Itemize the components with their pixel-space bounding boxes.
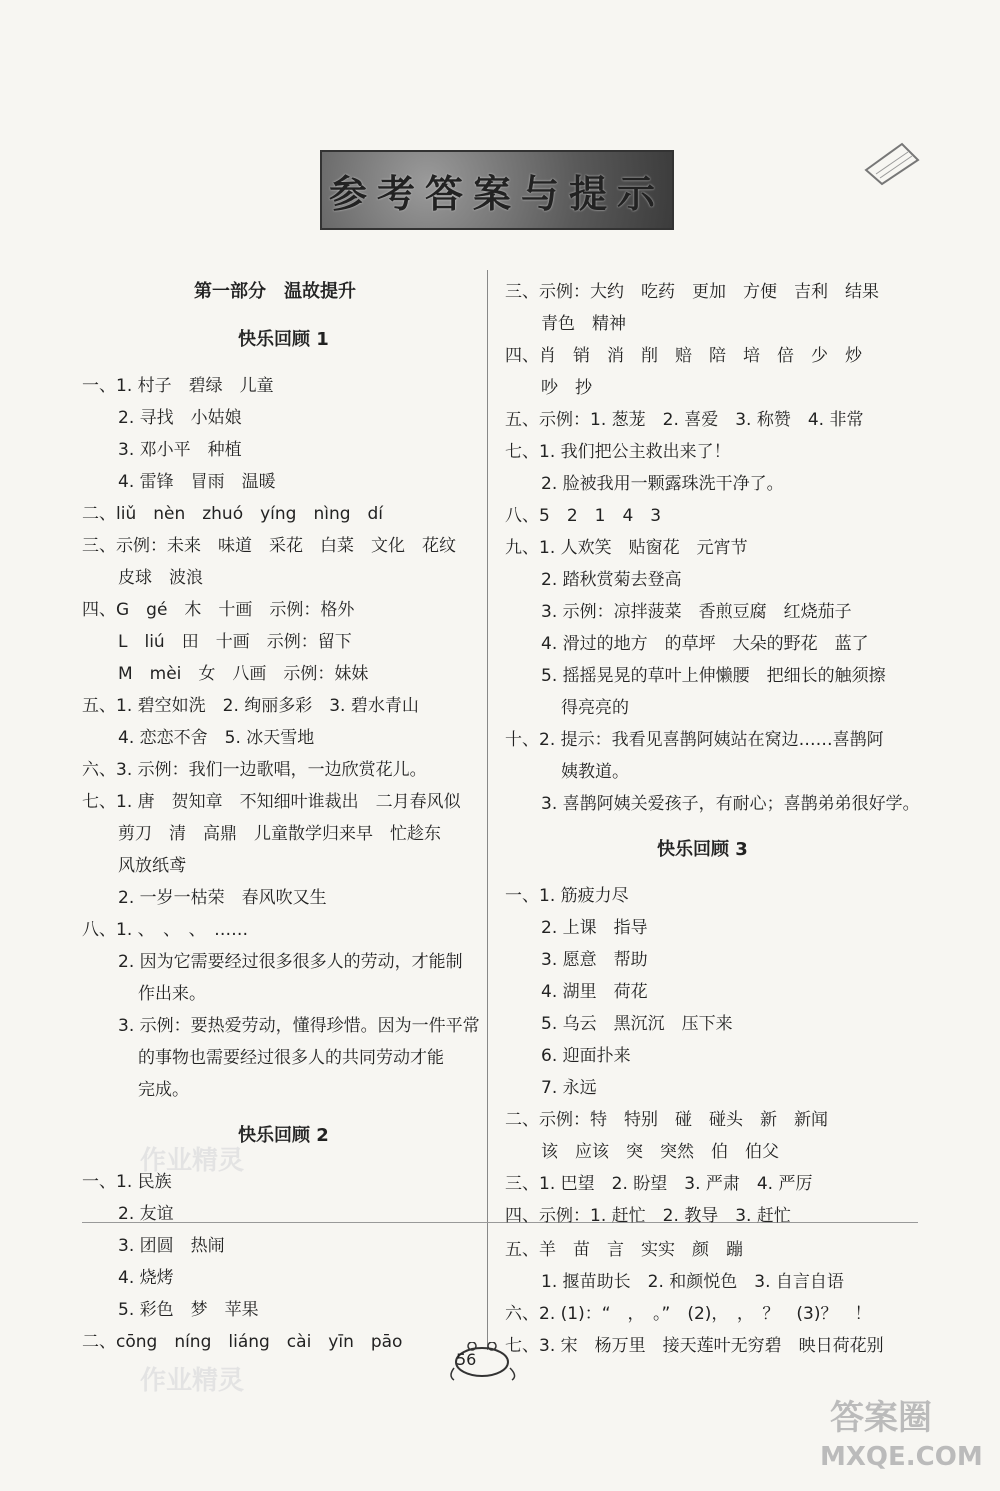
answer-line: 该 应该 突 突然 伯 伯父 — [541, 1142, 779, 1162]
answer-line: 3. 邓小平 种植 — [118, 440, 242, 460]
answer-line: 二、示例：特 特别 碰 碰头 新 新闻 — [505, 1110, 828, 1130]
section-heading: 快乐回顾 3 — [657, 839, 748, 860]
answer-line: 一、1. 民族 — [82, 1172, 172, 1192]
answer-line: 5. 彩色 梦 苹果 — [118, 1300, 259, 1320]
watermark-bottom: MXQE.COM — [820, 1442, 983, 1472]
faded-mark: 作业精灵 — [140, 1146, 245, 1176]
page-horizontal-rule — [82, 1222, 918, 1223]
watermark-logo — [810, 1390, 990, 1485]
answer-line: 四、G gé 木 十画 示例：格外 — [82, 600, 355, 620]
answer-line: 4. 恋恋不舍 5. 冰天雪地 — [118, 728, 315, 748]
answer-line: 3. 示例：要热爱劳动，懂得珍惜。因为一件平常 — [118, 1016, 480, 1036]
answer-line: 5. 乌云 黑沉沉 压下来 — [541, 1014, 733, 1034]
answer-line: 2. 脸被我用一颗露珠洗干净了。 — [541, 474, 784, 494]
answer-line: 4. 烧烤 — [118, 1268, 174, 1288]
answer-line: M mèi 女 八画 示例：妹妹 — [118, 664, 369, 684]
page-title-banner — [320, 150, 674, 230]
answer-line: 六、3. 示例：我们一边歌唱，一边欣赏花儿。 — [82, 760, 427, 780]
answer-line: 九、1. 人欢笑 贴窗花 元宵节 — [505, 538, 748, 558]
answer-line: 3. 团圆 热闹 — [118, 1236, 225, 1256]
answer-line: 四、示例：1. 赶忙 2. 教导 3. 赶忙 — [505, 1206, 791, 1226]
answer-line: 七、3. 宋 杨万里 接天莲叶无穷碧 映日荷花别 — [505, 1336, 884, 1356]
answer-line: 完成。 — [138, 1080, 189, 1100]
answer-line: 吵 抄 — [541, 378, 592, 398]
answer-line: 的事物也需要经过很多人的共同劳动才能 — [138, 1048, 444, 1068]
answer-line: 青色 精神 — [541, 314, 626, 334]
answer-line: 2. 友谊 — [118, 1204, 174, 1224]
answer-line: 5. 摇摇晃晃的草叶上伸懒腰 把细长的触须擦 — [541, 666, 886, 686]
part-title: 第一部分 温故提升 — [194, 281, 356, 302]
answer-line: 六、2. (1)：“ ， 。” (2)， ， ？ (3)？ ！ — [505, 1304, 872, 1324]
answer-line: 三、1. 巴望 2. 盼望 3. 严肃 4. 严厉 — [505, 1174, 813, 1194]
answer-line: 4. 湖里 荷花 — [541, 982, 648, 1002]
page-number: 56 — [456, 1350, 477, 1369]
answer-line: 七、1. 我们把公主救出来了！ — [505, 442, 731, 462]
answer-line: 6. 迎面扑来 — [541, 1046, 631, 1066]
answer-line: 一、1. 筋疲力尽 — [505, 886, 629, 906]
answer-line: 1. 揠苗助长 2. 和颜悦色 3. 自言自语 — [541, 1272, 844, 1292]
answer-line: 7. 永远 — [541, 1078, 597, 1098]
answer-line: 五、示例：1. 葱茏 2. 喜爱 3. 称赞 4. 非常 — [505, 410, 864, 430]
answer-line: 剪刀 清 高鼎 儿童散学归来早 忙趁东 — [118, 824, 441, 844]
answer-line: 四、肖 销 消 削 赔 陪 培 倍 少 炒 — [505, 346, 862, 366]
stamp-icon — [862, 140, 922, 188]
answer-line: 作出来。 — [138, 984, 206, 1004]
answer-line: 二、liǔ nèn zhuó yíng nìng dí — [82, 504, 384, 524]
answer-line: 姨教道。 — [561, 762, 629, 782]
faded-mark: 作业精灵 — [140, 1366, 245, 1396]
answer-line: 风放纸鸢 — [118, 856, 186, 876]
answer-line: L liú 田 十画 示例：留下 — [118, 632, 352, 652]
answer-line: 得亮亮的 — [561, 698, 629, 718]
answer-line: 十、2. 提示：我看见喜鹊阿姨站在窝边……喜鹊阿 — [505, 730, 884, 750]
section-heading: 快乐回顾 1 — [238, 329, 329, 350]
answer-line: 皮球 波浪 — [118, 568, 203, 588]
answer-line: 五、1. 碧空如洗 2. 绚丽多彩 3. 碧水青山 — [82, 696, 419, 716]
answer-line: 3. 示例：凉拌菠菜 香煎豆腐 红烧茄子 — [541, 602, 852, 622]
column-divider — [487, 270, 488, 1350]
answer-line: 五、羊 苗 言 实实 颜 蹦 — [505, 1240, 743, 1260]
answer-line: 八、1. 、 、 、 …… — [82, 920, 249, 940]
answer-line: 2. 一岁一枯荣 春风吹又生 — [118, 888, 327, 908]
answer-line: 4. 雷锋 冒雨 温暖 — [118, 472, 276, 492]
page-title: 参考答案与提示 — [328, 171, 665, 216]
section-heading: 快乐回顾 2 — [238, 1125, 329, 1146]
answer-line: 2. 寻找 小姑娘 — [118, 408, 242, 428]
page-number-badge — [448, 1342, 528, 1382]
answer-line: 三、示例：未来 味道 采花 白菜 文化 花纹 — [82, 536, 456, 556]
answer-line: 三、示例：大约 吃药 更加 方便 吉利 结果 — [505, 282, 879, 302]
answer-line: 二、cōng níng liáng cài yīn pāo — [82, 1332, 403, 1352]
answer-line: 一、1. 村子 碧绿 儿童 — [82, 376, 274, 396]
answer-line: 八、5 2 1 4 3 — [505, 506, 662, 526]
answer-line: 2. 因为它需要经过很多很多人的劳动，才能制 — [118, 952, 463, 972]
watermark-top: 答案圈 — [830, 1398, 932, 1438]
answer-line: 2. 上课 指导 — [541, 918, 648, 938]
answer-line: 4. 滑过的地方 的草坪 大朵的野花 蓝了 — [541, 634, 869, 654]
answer-line: 七、1. 唐 贺知章 不知细叶谁裁出 二月春风似 — [82, 792, 461, 812]
answer-line: 3. 愿意 帮助 — [541, 950, 648, 970]
answer-line: 2. 踏秋赏菊去登高 — [541, 570, 682, 590]
answer-line: 3. 喜鹊阿姨关爱孩子，有耐心；喜鹊弟弟很好学。 — [541, 794, 920, 814]
